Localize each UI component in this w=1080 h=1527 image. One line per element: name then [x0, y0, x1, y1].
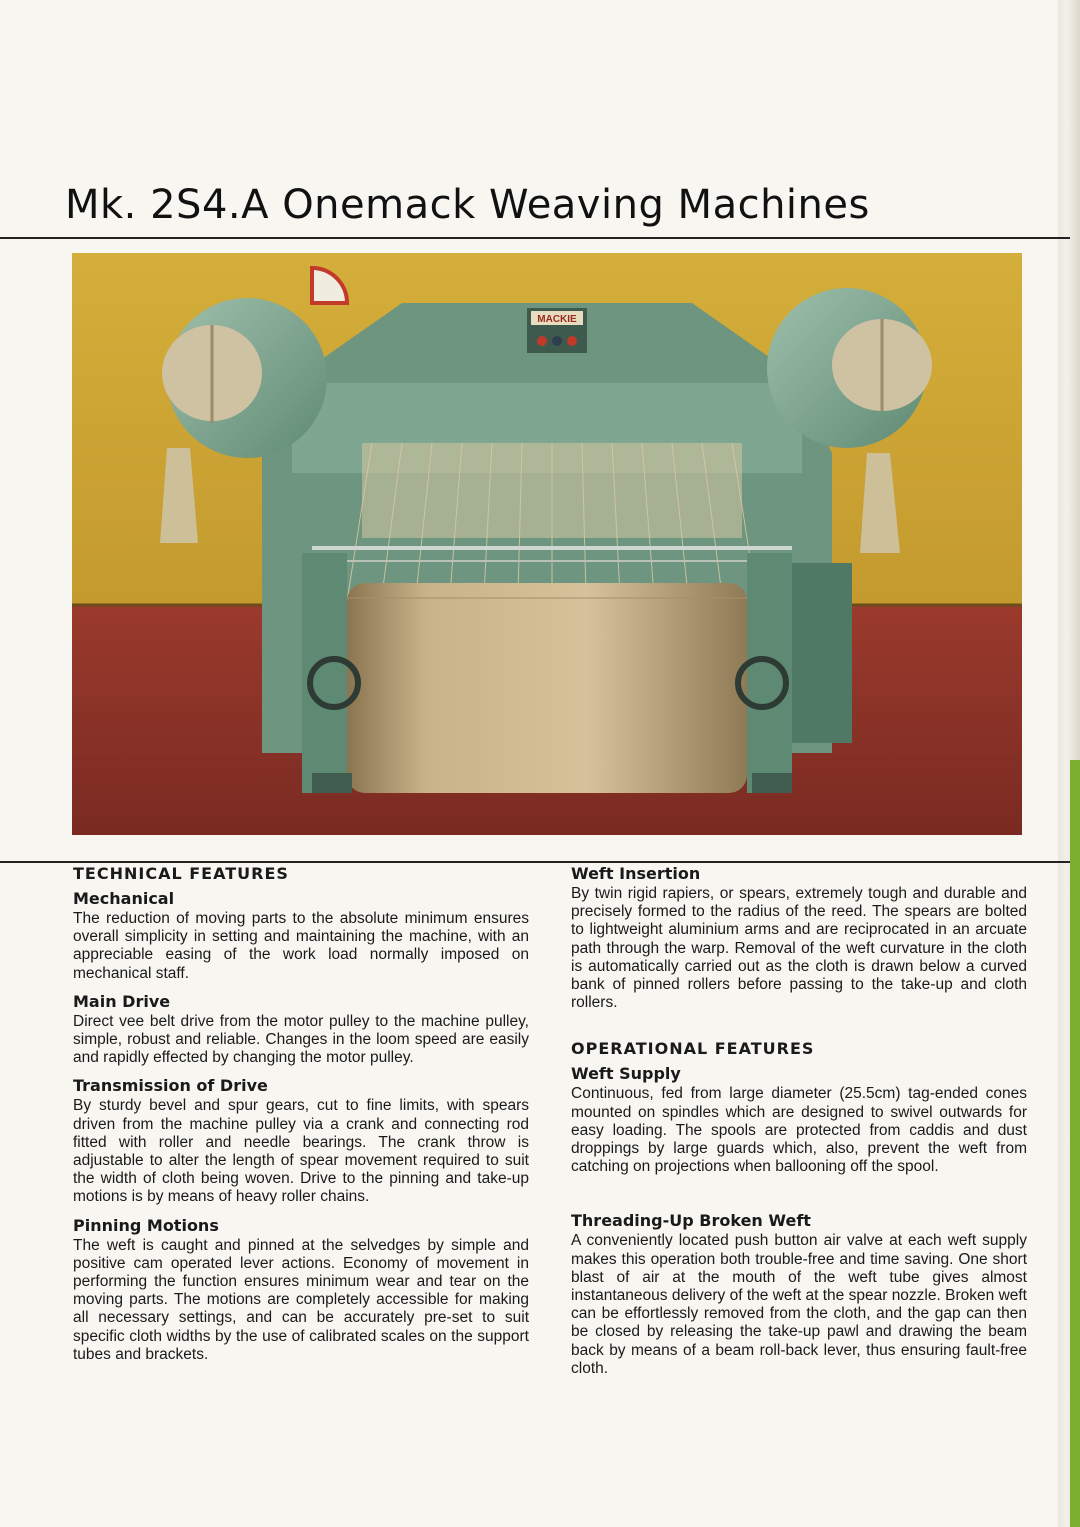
threading-up-heading: Threading-Up Broken Weft	[571, 1211, 811, 1231]
spacer	[571, 1184, 1027, 1210]
title-rule	[0, 237, 1070, 239]
weft-supply-heading: Weft Supply	[571, 1064, 681, 1084]
weft-supply-text: Continuous, fed from large diameter (25.5cm) tag-ended cones mounted on spindles which are designed to swivel outwards for easy loading. The spools are protected from caddis and dust droppings by large guards which, also, prevent the weft from catching on projections when ballooning off the spool.	[571, 1085, 1027, 1176]
pinning-motions-text: The weft is caught and pinned at the selvedges by simple and positive cam operated lever actions. Economy of movement in performing the function ensures minimum wear and tear on the moving parts. The motions are completely accessible for making all necessary settings, and can be accurately pre-set to suit specific cloth widths by the use of calibrated scales on the support tubes and brackets.	[73, 1236, 529, 1363]
page-edge-tab	[1070, 760, 1080, 1527]
pinning-motions-heading: Pinning Motions	[73, 1215, 219, 1235]
machine-plate: MACKIE	[537, 314, 577, 325]
technical-features-column	[73, 863, 529, 1372]
main-drive-text: Direct vee belt drive from the motor pulley to the machine pulley, simple, robust and reliable. Changes in the loom speed are easily and rapidly effected by changing the motor pulley.	[73, 1012, 529, 1067]
loom-photo	[72, 253, 1022, 835]
main-drive-heading: Main Drive	[73, 991, 171, 1011]
weft-insertion-text: By twin rigid rapiers, or spears, extremely tough and durable and precisely formed to the radius of the reed. The spears are bolted to lightweight aluminium arms and are reciprocated in an arcuate path through the warp. Removal of the weft curvature in the cloth is automatically carried out as the cloth is drawn below a curved bank of pinned rollers before passing to the take-up and cloth rollers.	[571, 885, 1027, 1012]
threading-up-text: A conveniently located push button air valve at each weft supply makes this operation both trouble-free and time saving. One short blast of air at the mouth of the weft tube gives almost instantaneous delivery of the weft at the spear nozzle. Broken weft can be effortlessly removed from the cloth, and the gap can then be closed by releasing the take-up pawl and drawing the beam back by means of a beam roll-back lever, thus ensuring fault-free cloth.	[571, 1232, 1027, 1377]
technical-features-heading: TECHNICAL FEATURES	[73, 864, 289, 883]
mechanical-text: The reduction of moving parts to the absolute minimum ensures overall simplicity in setting and maintaining the machine, with an appreciable easing of the work load normally imposed on mechanical staff.	[73, 910, 529, 982]
spacer	[571, 1020, 1027, 1038]
operational-features-column	[571, 863, 1027, 1386]
operational-features-heading: OPERATIONAL FEATURES	[571, 1039, 815, 1059]
weft-insertion-heading: Weft Insertion	[571, 864, 701, 883]
transmission-text: By sturdy bevel and spur gears, cut to fine limits, with spears driven from the machine pulley via a crank and connecting rod fitted with roller and needle bearings. The crank throw is adjustable to alter the length of spear movement required to suit the width of cloth being woven. Drive to the pinning and take-up motions is by means of heavy roller chains.	[73, 1097, 529, 1206]
page-title: Mk. 2S4.A Onemack Weaving Machines	[65, 182, 870, 228]
mechanical-heading: Mechanical	[73, 889, 175, 908]
transmission-heading: Transmission of Drive	[73, 1076, 268, 1096]
